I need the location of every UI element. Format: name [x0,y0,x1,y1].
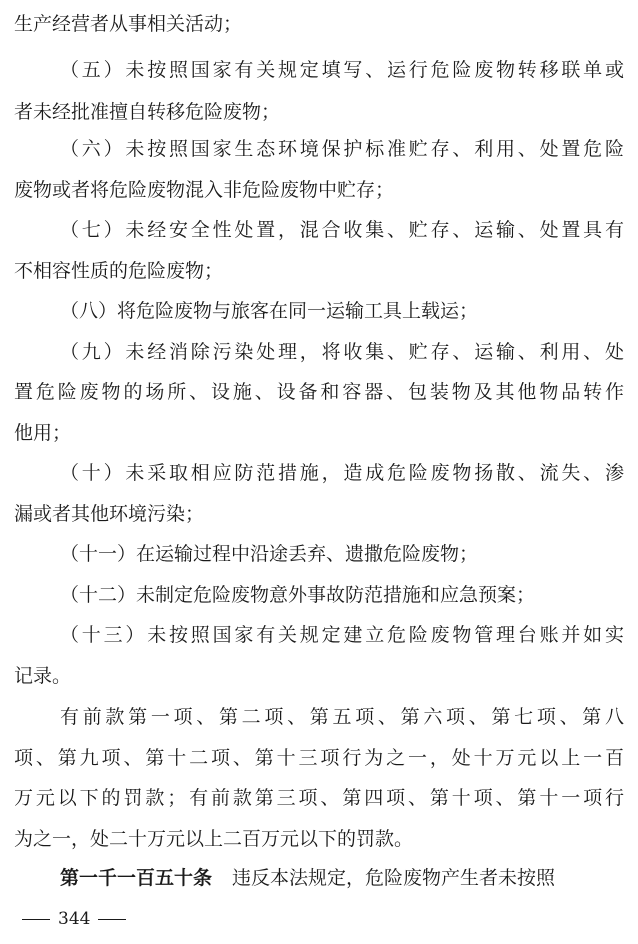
paragraph-line: 有前款第一项、第二项、第五项、第六项、第七项、第八 [60,706,624,728]
list-item-13: （十三）未按照国家有关规定建立危险废物管理台账并如实 [60,624,624,646]
list-item-10: （十）未采取相应防范措施，造成危险废物扬散、流失、渗 [60,462,624,484]
text-line: 漏或者其他环境污染； [14,503,205,525]
page-number: 344 [58,909,91,929]
page-footer [22,908,126,930]
text-line: 生产经营者从事相关活动； [14,13,243,35]
article-text: 违反本法规定，危险废物产生者未按照 [232,867,556,889]
footer-dash-left [22,919,50,920]
list-item-7: （七）未经安全性处置，混合收集、贮存、运输、处置具有 [60,219,624,241]
article-heading: 第一千一百五十条 [60,867,213,889]
list-item-11: （十一）在运输过程中沿途丢弃、遗撒危险废物； [60,543,479,565]
list-item-12: （十二）未制定危险废物意外事故防范措施和应急预案； [60,584,536,606]
text-line: 置危险废物的场所、设施、设备和容器、包装物及其他物品转作 [14,381,624,403]
footer-dash-right [98,919,126,920]
list-item-8: （八）将危险废物与旅客在同一运输工具上载运； [60,300,479,322]
text-line: 者未经批准擅自转移危险废物； [14,101,281,123]
list-item-6: （六）未按照国家生态环境保护标准贮存、利用、处置危险 [60,138,624,160]
list-item-5: （五）未按照国家有关规定填写、运行危险废物转移联单或 [60,59,624,81]
text-line: 废物或者将危险废物混入非危险废物中贮存； [14,179,395,201]
text-line: 为之一，处二十万元以上二百万元以下的罚款。 [14,828,414,850]
text-line: 记录。 [14,665,72,687]
text-line: 不相容性质的危险废物； [14,260,224,282]
text-line: 项、第九项、第十二项、第十三项行为之一，处十万元以上一百 [14,747,624,769]
text-line: 他用； [14,422,72,444]
list-item-9: （九）未经消除污染处理，将收集、贮存、运输、利用、处 [60,341,624,363]
text-line: 万元以下的罚款；有前款第三项、第四项、第十项、第十一项行 [14,787,624,809]
article-line [60,866,555,890]
